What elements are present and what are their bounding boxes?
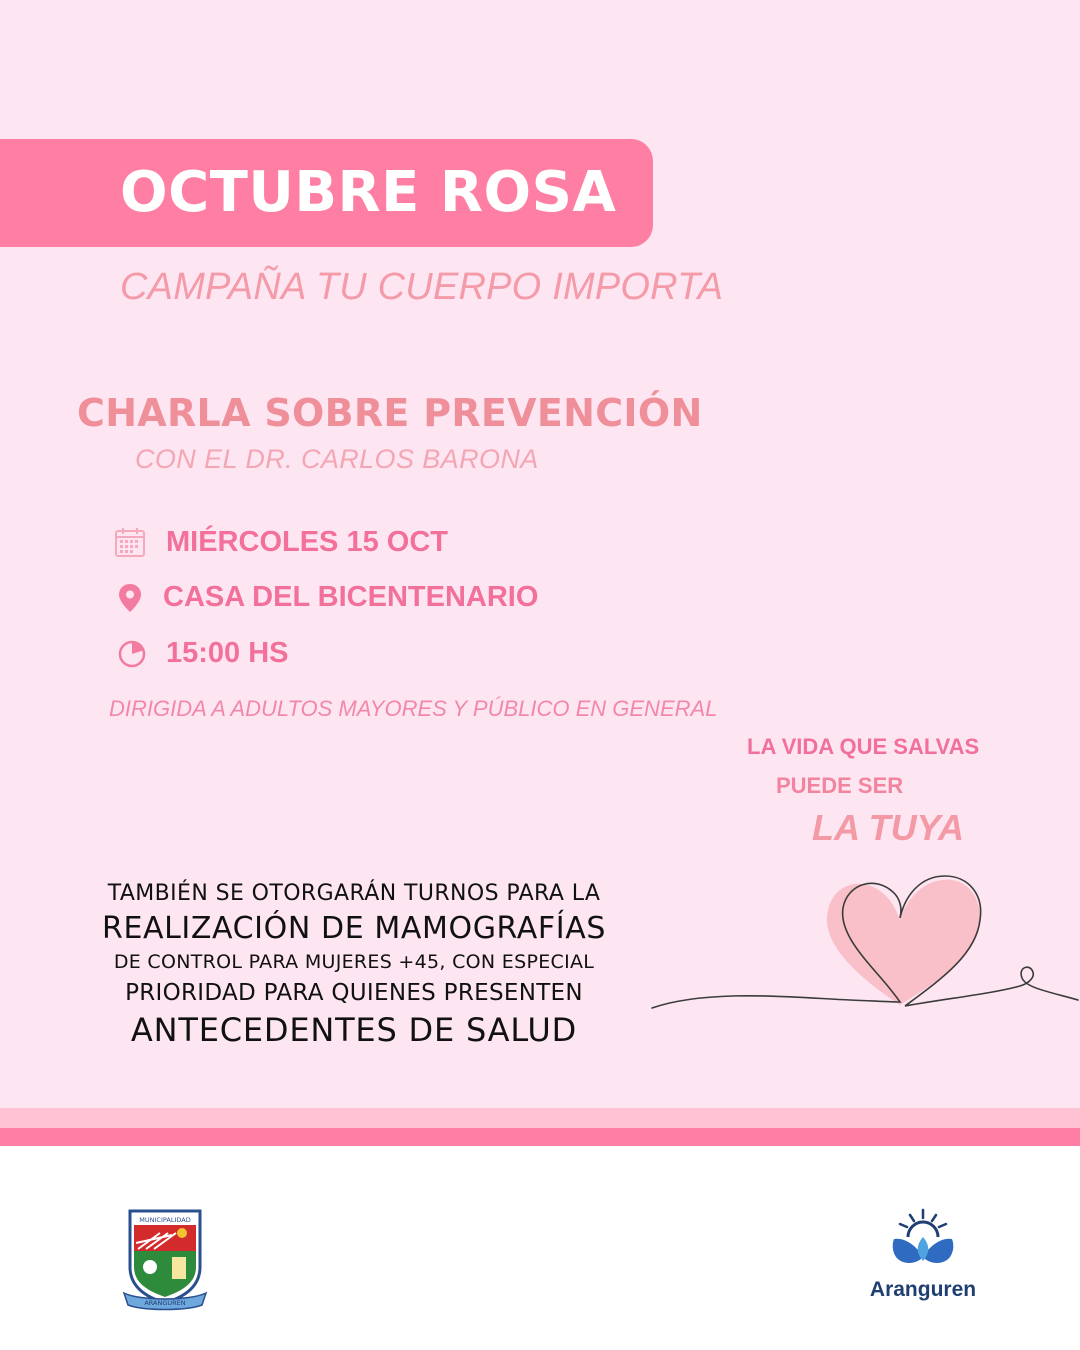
notice-line-5: ANTECEDENTES DE SALUD xyxy=(130,1011,578,1049)
audience-note: DIRIGIDA A ADULTOS MAYORES Y PÚBLICO EN GENERAL xyxy=(109,696,718,721)
heart-illustration xyxy=(650,860,1080,1030)
talk-title: CHARLA SOBRE PREVENCIÓN xyxy=(77,391,703,435)
location-pin-icon xyxy=(114,582,146,614)
page-title: OCTUBRE ROSA xyxy=(120,160,617,225)
notice-line-3: DE CONTROL PARA MUJERES +45, CON ESPECIAL xyxy=(113,951,595,973)
slogan-line-1: LA VIDA QUE SALVAS xyxy=(747,734,980,759)
campaign-subtitle: CAMPAÑA TU CUERPO IMPORTA xyxy=(120,266,724,308)
notice-line-1: TAMBIÉN SE OTORGARÁN TURNOS PARA LA xyxy=(107,881,601,906)
event-date: MIÉRCOLES 15 OCT xyxy=(166,526,448,558)
calendar-icon xyxy=(114,526,146,558)
crest-bottom-text: ARANGUREN xyxy=(144,1299,186,1307)
aranguren-logo xyxy=(880,1207,966,1273)
crest-top-text: MUNICIPALIDAD xyxy=(139,1216,191,1224)
brand-name: Aranguren xyxy=(869,1278,977,1301)
slogan-line-2: PUEDE SER xyxy=(776,773,904,798)
mammography-notice xyxy=(100,878,608,1050)
municipal-crest-logo xyxy=(120,1205,210,1315)
event-time: 15:00 HS xyxy=(166,637,289,669)
event-place: CASA DEL BICENTENARIO xyxy=(163,581,539,613)
footer-band-dark xyxy=(0,1128,1080,1146)
speaker-name: CON EL DR. CARLOS BARONA xyxy=(135,444,539,474)
footer-band-light xyxy=(0,1108,1080,1128)
clock-icon xyxy=(116,638,148,670)
notice-line-2: REALIZACIÓN DE MAMOGRAFÍAS xyxy=(102,911,606,946)
notice-line-4: PRIORIDAD PARA QUIENES PRESENTEN xyxy=(125,980,583,1006)
slogan-line-3: LA TUYA xyxy=(812,807,964,848)
